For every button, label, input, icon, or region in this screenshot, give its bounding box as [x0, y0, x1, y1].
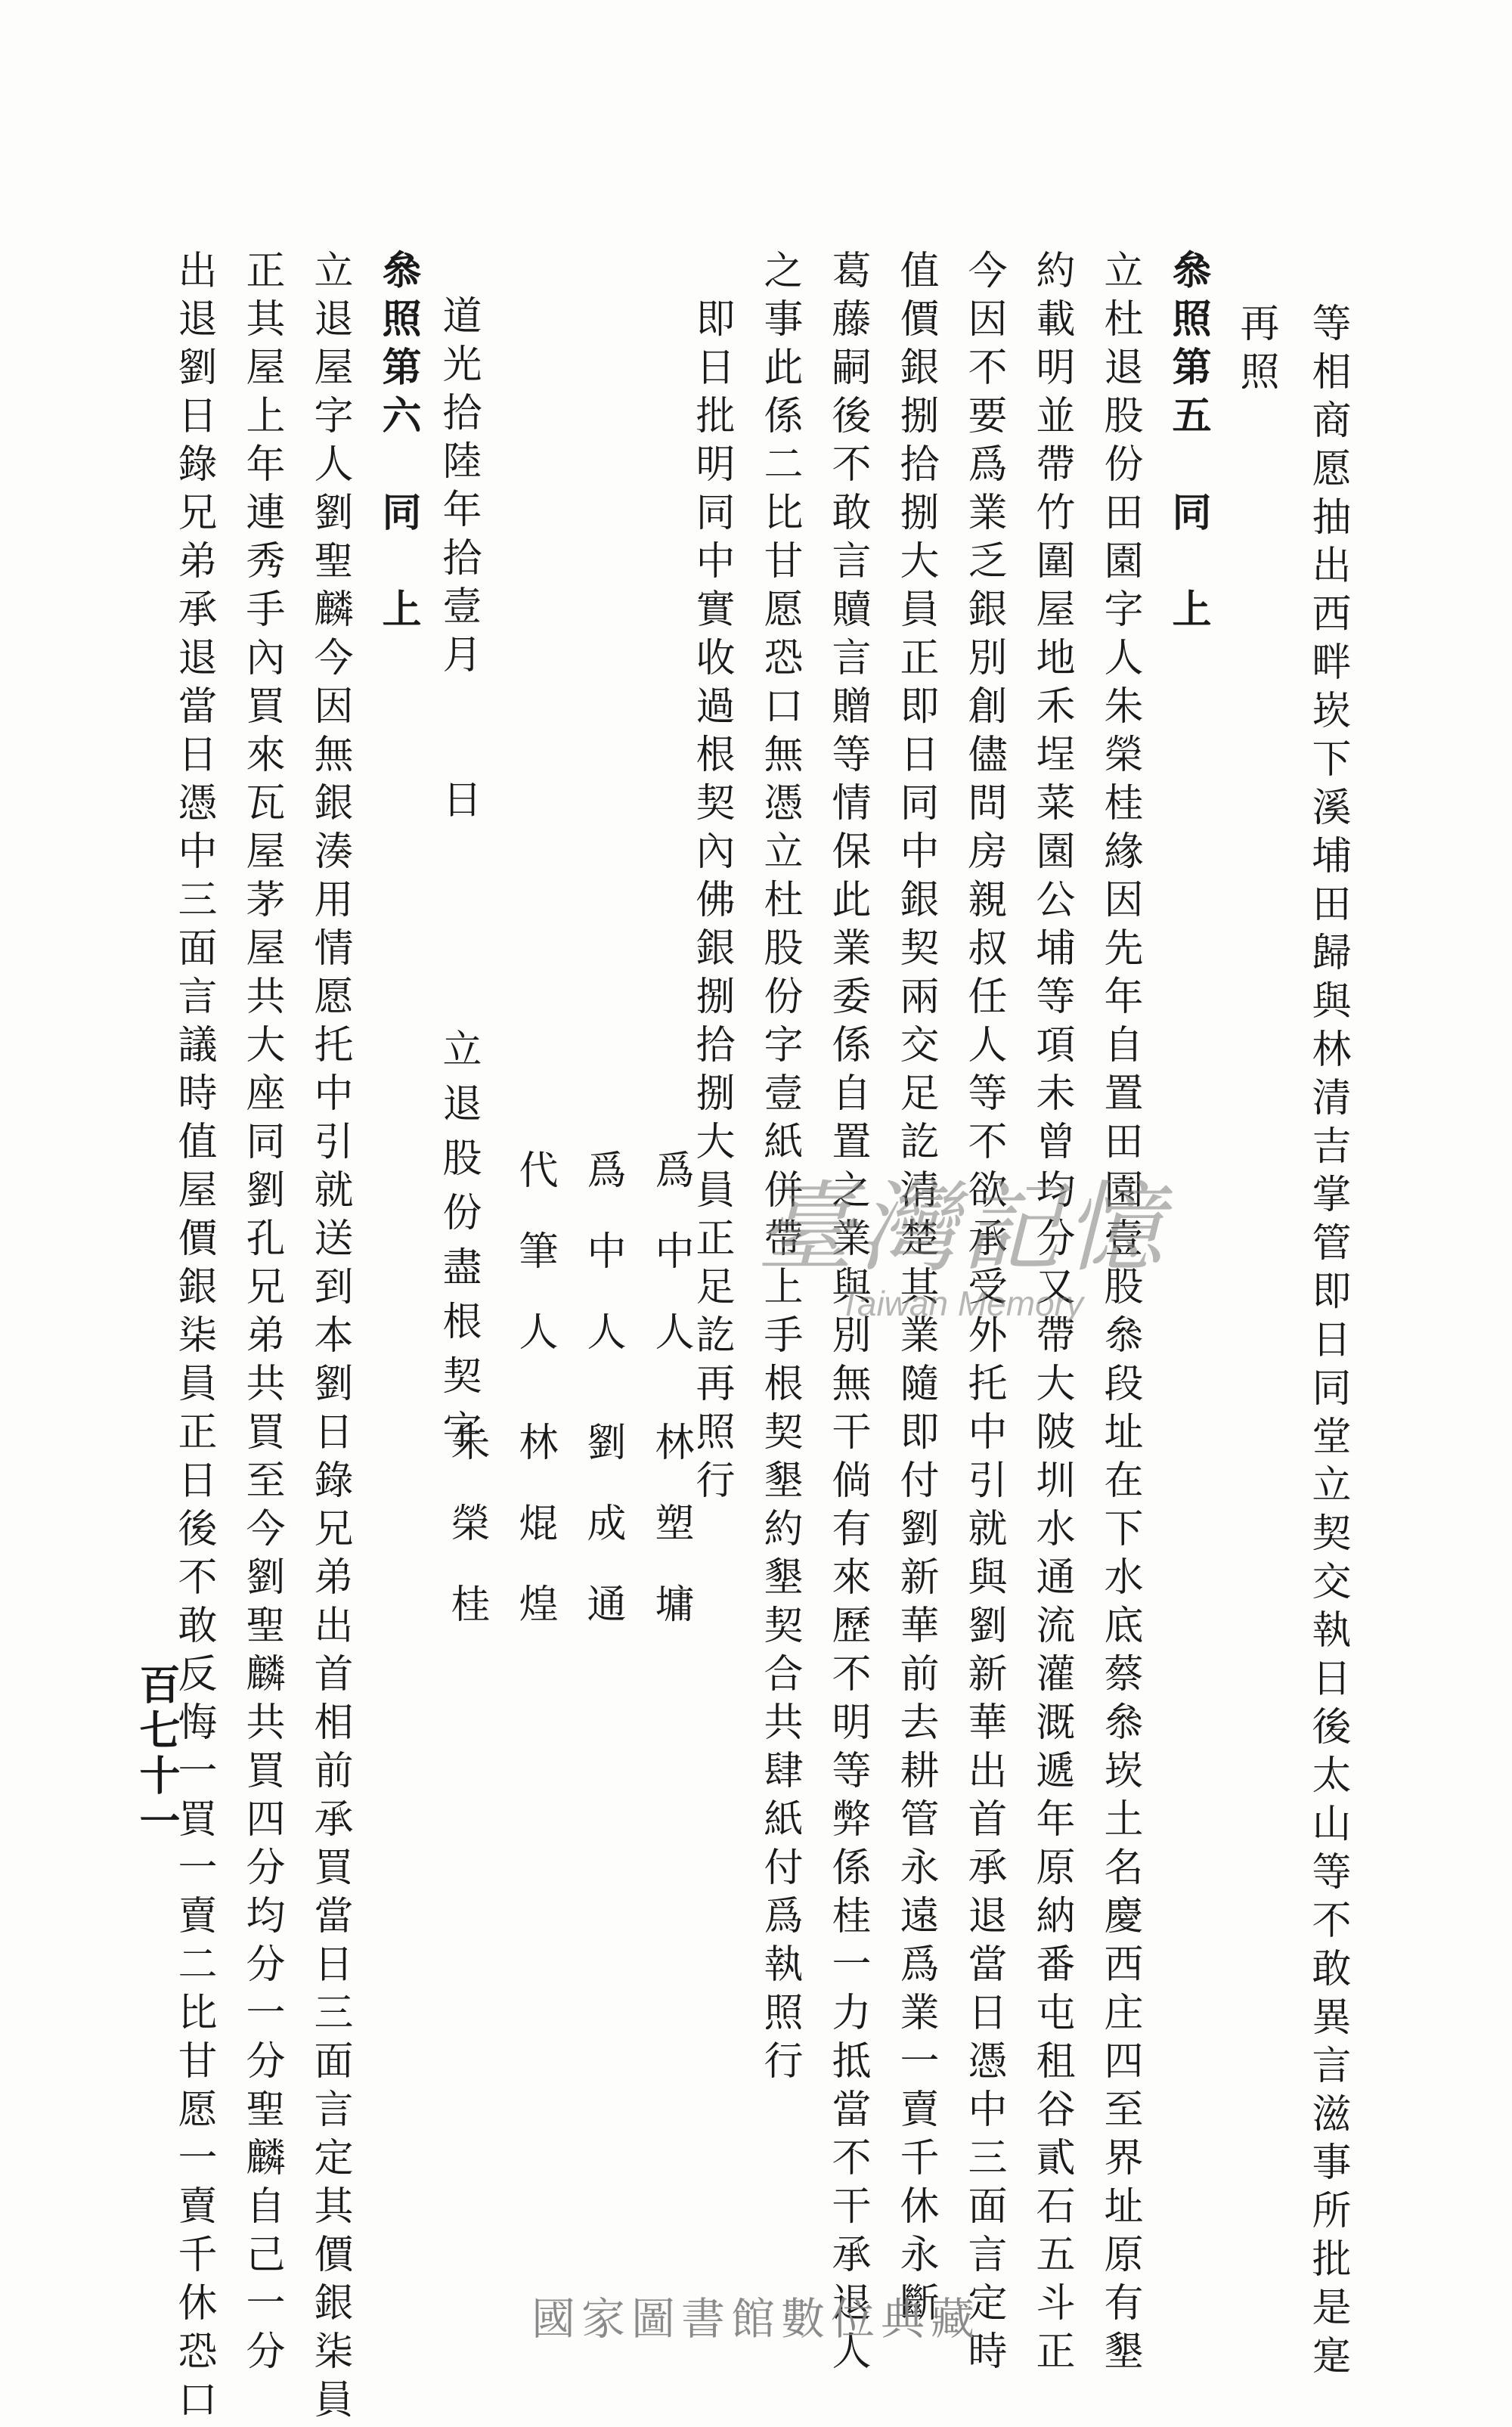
signature-role-3: 代筆人 — [512, 1149, 557, 1392]
signature-name-2: 劉成通 — [580, 1421, 625, 1664]
text-column-11: 道光拾陸年拾壹月 日 — [435, 295, 481, 827]
signature-role-2: 爲中人 — [580, 1149, 625, 1392]
signature-role-1: 爲中人 — [648, 1149, 693, 1392]
text-column-6: 今因不要爲業乏銀別創儘問房親叔任人等不欲承受外托中引就與劉新華出首承退當日憑中三面言定時 — [961, 250, 1006, 2379]
text-column-14: 正其屋上年連秀手內買來瓦屋茅屋共大座同劉孔兄弟共買至今劉聖麟共買四分均分一分聖麟自己一分 — [239, 250, 284, 2379]
watermark-main-text: 臺灣記憶 — [756, 1170, 1168, 1285]
text-column-5: 約載明並帶竹圍屋地禾埕菜園公埔等項未曾均分又帶大陂圳水通流灌溉遞年原納番屯租谷貳石五斗正 — [1029, 250, 1074, 2379]
text-column-9: 之事此係二比甘愿恐口無憑立杜股份字壹紙併帶上手根契墾約墾契合共肆紙付爲執照行 — [757, 250, 802, 2088]
page-number: 百七十一 — [133, 1663, 181, 1845]
text-column-1: 等相商愿抽出西畔崁下溪埔田歸與林清吉掌管即日同堂立契交執日後太山等不敢異言滋事所批是寔 — [1305, 302, 1350, 2383]
section-heading-6: 叅照第六 同 上 — [375, 250, 421, 637]
signature-name-3: 林焜煌 — [512, 1421, 557, 1664]
text-column-15: 出退劉日錄兄弟承退當日憑中三面言議時值屋價銀柒員正日後不敢反悔一買一賣二比甘愿一賣千休恐口 — [171, 250, 216, 2427]
signature-role-4: 立退股份盡根契字 — [435, 1028, 481, 1464]
text-column-7: 值價銀捌拾捌大員正即日同中銀契兩交足訖清楚其業隨即付劉新華前去耕管永遠爲業一賣千休永斷 — [893, 250, 938, 2330]
text-column-13: 立退屋字人劉聖麟今因無銀湊用情愿托中引就送到本劉日錄兄弟出首相前承買當日三面言定其價銀柒員 — [307, 250, 352, 2427]
text-column-4: 立杜退股份田園字人朱榮桂緣因先年自置田園壹股叅段址在下水底蔡叅崁土名慶西庄四至界址原有墾 — [1097, 250, 1142, 2379]
watermark-sub-text: Taiwan Memory — [839, 1284, 1083, 1323]
watermark-logo — [756, 1149, 1285, 1376]
signature-name-1: 林塑墉 — [648, 1421, 693, 1664]
footer-caption: 國家圖書館數位典藏 — [531, 2293, 981, 2345]
section-heading-5: 叅照第五 同 上 — [1165, 250, 1211, 637]
signature-name-4: 朱榮桂 — [444, 1421, 489, 1664]
text-column-8: 葛藤嗣後不敢言贖言贈等情保此業委係自置之業與別無干倘有來歷不明等弊係桂一力抵當不干承退人 — [825, 250, 870, 2379]
text-column-2: 再照 — [1233, 302, 1278, 399]
text-column-10: 即日批明同中實收過根契內佛銀捌拾捌大員正足訖再照行 — [689, 250, 734, 1508]
